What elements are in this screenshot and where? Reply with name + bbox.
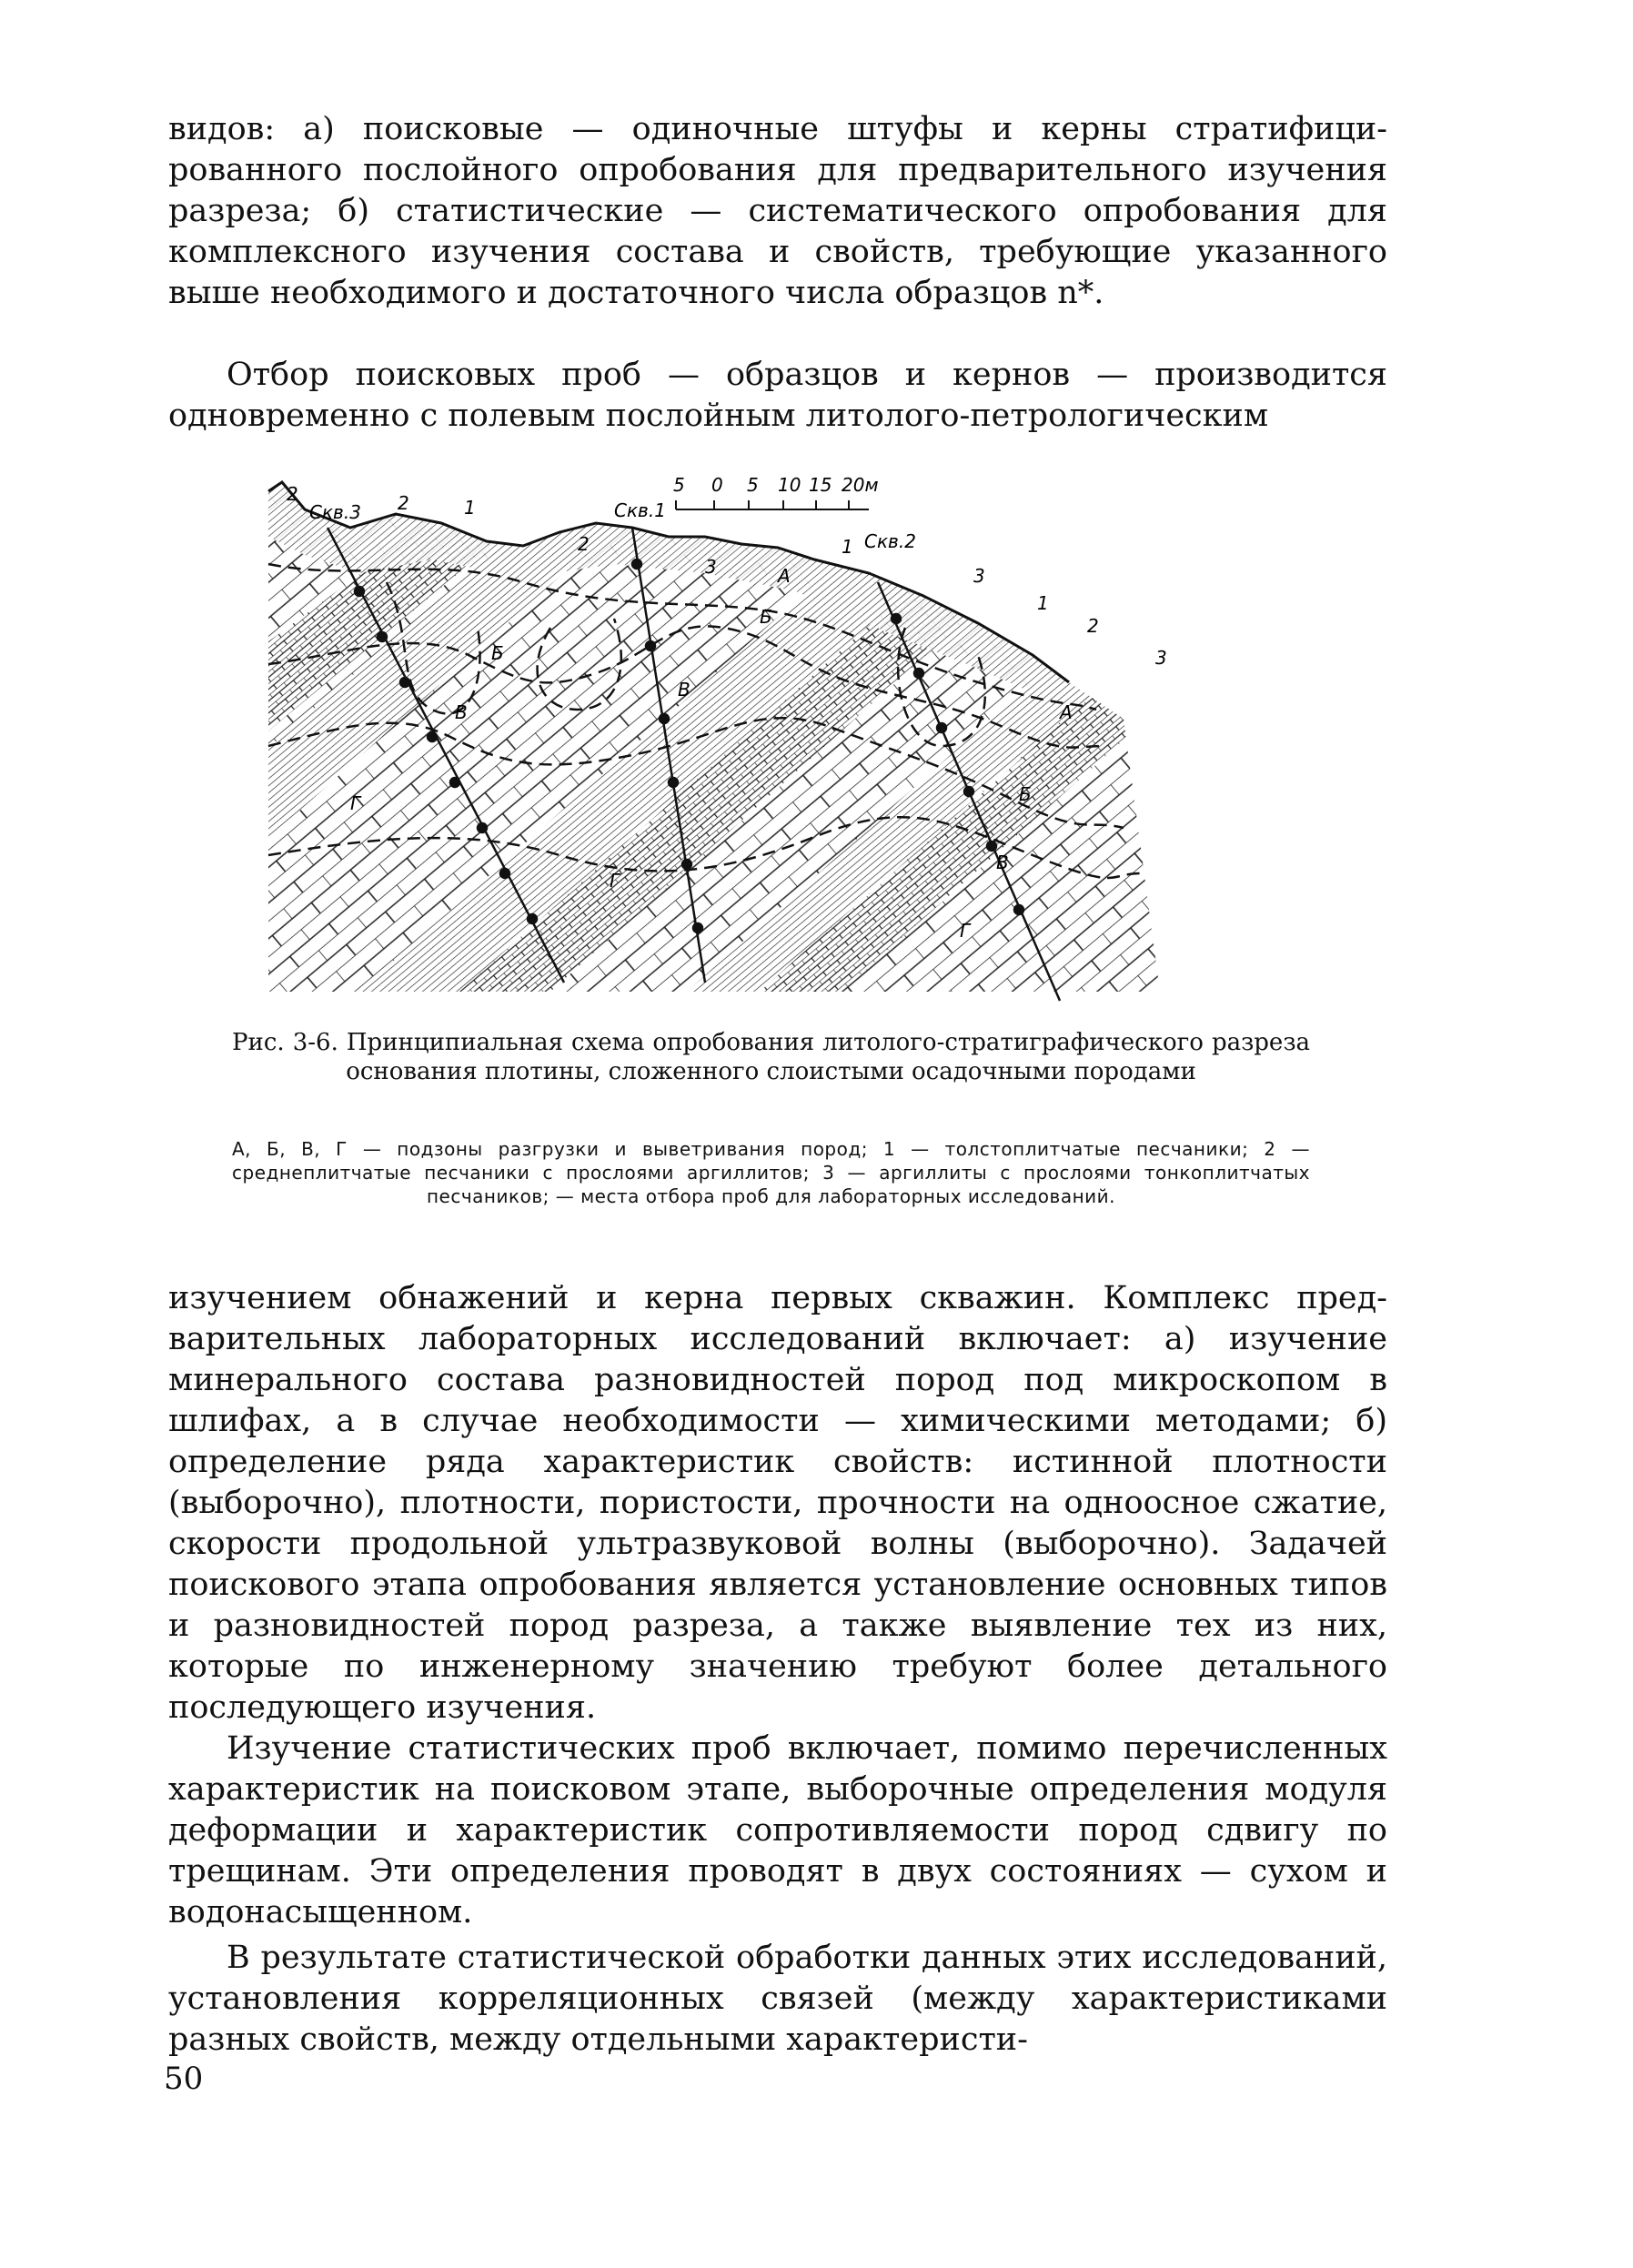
zone-label: Г bbox=[350, 792, 361, 814]
page-number: 50 bbox=[164, 2061, 204, 2097]
zone-label: В bbox=[678, 679, 690, 701]
zone-label: А bbox=[778, 565, 791, 587]
zone-label: Б bbox=[491, 642, 504, 664]
zone-label: А bbox=[1060, 701, 1073, 723]
layer-label: 3 bbox=[1155, 647, 1167, 669]
paragraph-3: изучением обнажений и керна первых скважин. Комплекс предварительных лабораторных исследований включает: а) изучение минерального состава разновидностей пород под микроскопом в шлифах, а в случае необходимости — химическими методами; б) определение ряда характеристик свойств: истинной плотности (выборочно), плотности, пористости, прочности на одноосное сжатие, скорости продольной ультразвуковой волны (выборочно). Задачей поискового этапа опробования является установление основных типов и разновидностей пород разреза, а также выявление тех из них, которые по инженерному значению требуют более детального последующего изучения. bbox=[168, 1280, 1387, 1726]
zone-label: Г bbox=[610, 870, 620, 892]
layer-label: 2 bbox=[287, 483, 298, 505]
zone-label: Б bbox=[760, 606, 772, 628]
figure-caption-title: Рис. 3-6. Принципиальная схема опробования литолого-стратиграфического разреза основания плотины, сложенного слоистыми осадочными породами bbox=[232, 1029, 1310, 1085]
layer-label: 2 bbox=[1087, 615, 1099, 637]
figure-caption-legend: А, Б, В, Г — подзоны разгрузки и выветривания пород; 1 — толстоплитчатые песчаники; 2 — среднеплитчатые песчаники с прослоями аргиллитов; 3 — аргиллиты с прослоями тонкоплитчатых песчаников; — места отбора проб для лабораторных исследований. bbox=[232, 1138, 1310, 1207]
scale-label: 15 bbox=[809, 474, 832, 496]
layer-label: 1 bbox=[1037, 592, 1049, 614]
layer-label: 1 bbox=[842, 536, 853, 558]
zone-label: В bbox=[996, 852, 1009, 873]
well-label: Скв.3 bbox=[309, 501, 361, 523]
layer-label: 3 bbox=[973, 565, 985, 587]
zone-label: Б bbox=[1019, 783, 1032, 805]
paragraph-2: Отбор поисковых проб — образцов и кернов — производится одновременно с полевым послойным литолого-петрологическим bbox=[168, 357, 1387, 434]
scale-label: 10 bbox=[778, 474, 801, 496]
zone-label: Г bbox=[960, 920, 971, 942]
rock-section bbox=[250, 473, 1305, 1010]
geologic-section-figure bbox=[250, 473, 1305, 1010]
layer-label: 3 bbox=[705, 556, 717, 578]
layer-label: 2 bbox=[578, 533, 590, 555]
paragraph-4: Изучение статистических проб включает, помимо перечисленных характеристик на поисковом этапе, выборочные определения модуля деформации и характеристик сопротивляемости пород сдвигу по трещинам. Эти определения проводят в двух состояниях — сухом и водонасыщенном. bbox=[168, 1730, 1387, 1930]
well-label: Скв.1 bbox=[614, 499, 666, 521]
scale-label: 20м bbox=[842, 474, 879, 496]
layer-label: 1 bbox=[464, 497, 476, 519]
scale-label: 5 bbox=[673, 474, 685, 496]
zone-label: В bbox=[455, 701, 468, 723]
paragraph-1: видов: а) поисковые — одиночные штуфы и керны стратифицированного послойного опробования для предварительного изучения разреза; б) статистические — систематического опробования для комплексного изучения состава и свойств, требующие указанного выше необходимого и достаточного числа образцов n*. bbox=[168, 111, 1387, 311]
paragraph-5: В результате статистической обработки данных этих исследований, установления корреляционных связей (между характеристиками разных свойств, между отдельными характеристи- bbox=[168, 1940, 1387, 2058]
scale-label: 0 bbox=[711, 474, 723, 496]
layer-label: 2 bbox=[398, 492, 409, 514]
scale-bar bbox=[673, 474, 879, 509]
well-label: Скв.2 bbox=[864, 530, 916, 552]
scale-label: 5 bbox=[747, 474, 759, 496]
